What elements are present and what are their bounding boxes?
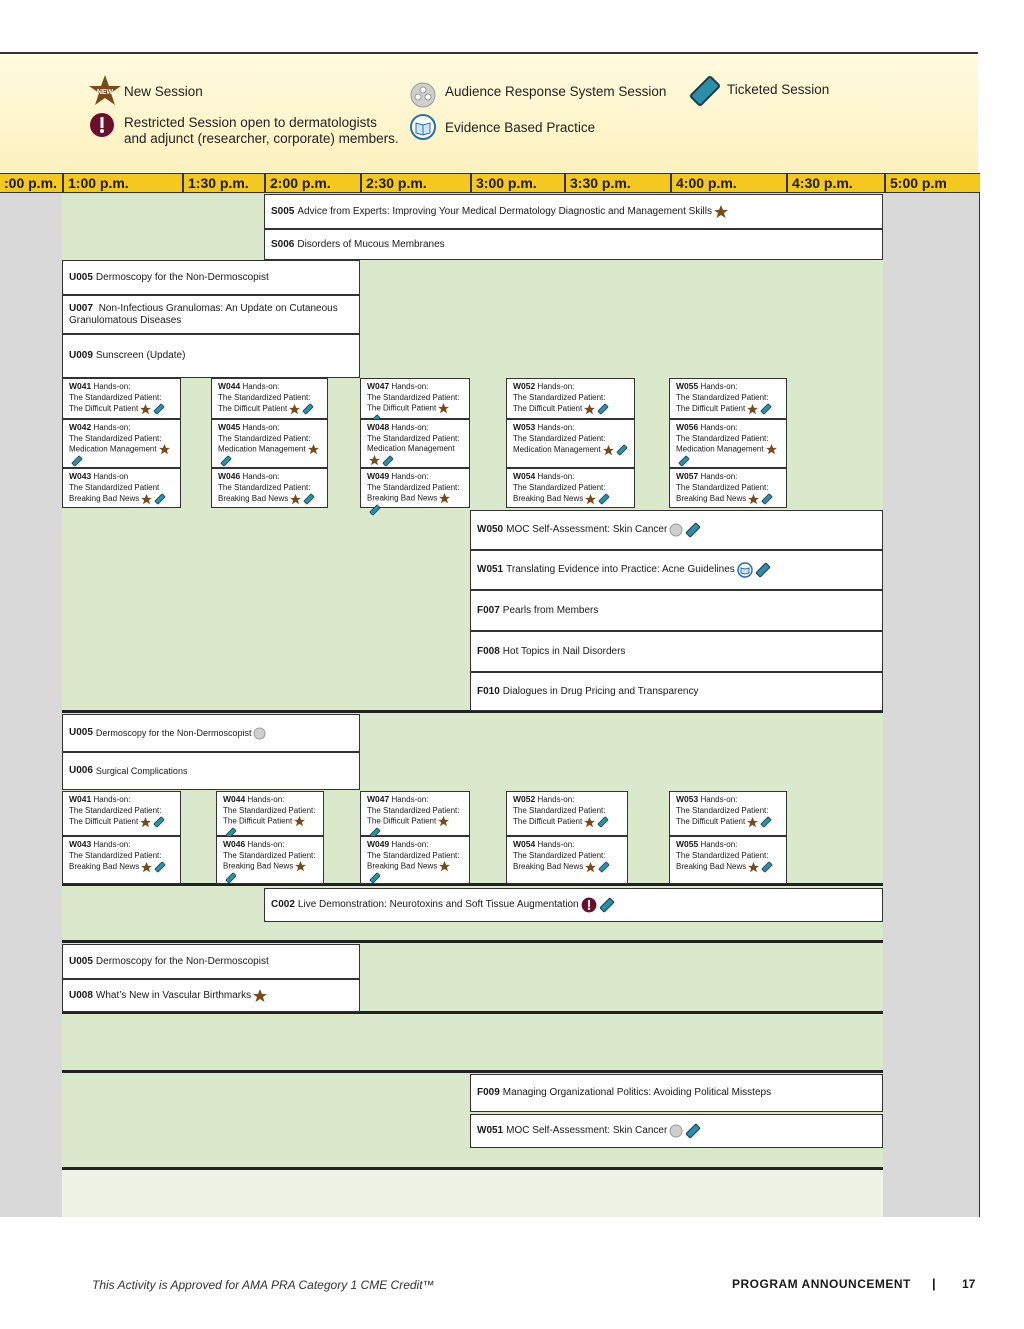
- new-star-icon: [438, 403, 449, 414]
- workshop-session[interactable]: [669, 791, 787, 836]
- workshop-line1: Hands-on:: [537, 472, 575, 481]
- workshop-line3: The Difficult Patient: [218, 404, 288, 414]
- new-star-icon: [439, 493, 450, 504]
- workshop-code: W048: [367, 422, 390, 432]
- session-code: F007: [477, 604, 500, 616]
- new-star-icon: [289, 404, 300, 415]
- new-star-icon: [159, 444, 170, 455]
- workshop-line2: The Standardized Patient: [69, 482, 160, 492]
- legend-restricted-line1: Restricted Session open to dermatologists: [124, 115, 377, 130]
- ticket-icon: [597, 403, 609, 415]
- ticket-icon: [598, 861, 610, 873]
- ticket-icon: [220, 455, 232, 467]
- audience-response-icon: [410, 82, 436, 108]
- workshop-session[interactable]: [669, 468, 787, 508]
- new-star-icon: [747, 817, 758, 828]
- evidence-book-icon: [737, 562, 753, 578]
- footer-separator: |: [932, 1276, 936, 1291]
- session-title: Surgical Complications: [95, 766, 188, 776]
- workshop-code: W044: [218, 381, 241, 391]
- workshop-session[interactable]: [669, 836, 787, 884]
- workshop-session[interactable]: [669, 378, 787, 419]
- time-slot: 4:30 p.m.: [786, 174, 884, 193]
- workshop-session[interactable]: [360, 468, 470, 508]
- workshop-line3: Breaking Bad News: [367, 493, 438, 503]
- workshop-line1: Hands-on:: [391, 795, 429, 804]
- session-title: Dermoscopy for the Non-Dermoscopist: [95, 728, 252, 738]
- workshop-session[interactable]: [211, 468, 328, 508]
- workshop-line3: Breaking Bad News: [513, 494, 584, 504]
- ticket-icon: [760, 816, 772, 828]
- time-slot: 1:30 p.m.: [182, 174, 264, 193]
- workshop-line1: Hands-on:: [93, 795, 131, 804]
- session-code: U005: [69, 727, 93, 738]
- session-code: S005: [271, 205, 295, 217]
- session-f007[interactable]: [470, 590, 883, 631]
- audience-response-icon: [253, 727, 266, 740]
- workshop-line2: The Standardized Patient:: [676, 392, 769, 402]
- session-code: W051: [477, 1125, 504, 1136]
- new-session-star-icon: [88, 74, 122, 108]
- workshop-line1: Hands-on:: [537, 423, 575, 432]
- legend-new-session: New Session: [124, 84, 203, 99]
- new-star-icon: [584, 404, 595, 415]
- session-title: Translating Evidence into Practice: Acne Guidelines: [506, 564, 735, 575]
- new-star-icon: [585, 494, 596, 505]
- workshop-code: W042: [69, 422, 92, 432]
- ticket-icon: [599, 897, 615, 913]
- new-star-icon: [140, 817, 151, 828]
- workshop-line1: Hands-on:: [242, 382, 280, 391]
- workshop-line3: Medication Management: [218, 444, 306, 454]
- evidence-book-icon: [410, 114, 436, 140]
- ticket-icon: [154, 861, 166, 873]
- workshop-line2: The Standardized Patient:: [367, 433, 460, 443]
- session-code: U006: [69, 765, 93, 776]
- workshop-line1: Hands-on:: [391, 382, 429, 391]
- ticket-icon: [685, 522, 701, 538]
- new-star-icon: [308, 444, 319, 455]
- session-f009[interactable]: [470, 1074, 883, 1112]
- workshop-session[interactable]: [360, 791, 470, 836]
- ticket-icon: [761, 493, 773, 505]
- workshop-line1: Hands-on:: [537, 840, 575, 849]
- session-title: MOC Self-Assessment: Skin Cancer: [506, 524, 668, 535]
- session-u007[interactable]: [62, 295, 360, 334]
- workshop-code: W046: [223, 839, 246, 849]
- workshop-line1: Hands-on:: [700, 382, 738, 391]
- session-title: Non-Infectious Granulomas: An Update on Cutaneous Granulomatous Diseases: [69, 302, 338, 326]
- new-star-icon: [439, 861, 450, 872]
- workshop-line2: The Standardized Patient:: [676, 805, 769, 815]
- ticket-icon: [153, 816, 165, 828]
- workshop-line2: The Standardized Patient:: [513, 850, 606, 860]
- workshop-session[interactable]: [211, 378, 328, 419]
- workshop-line3: The Difficult Patient: [513, 817, 583, 827]
- workshop-line1: Hands-on:: [93, 382, 131, 391]
- workshop-line3: Breaking Bad News: [676, 494, 747, 504]
- workshop-line1: Hands-on:: [700, 795, 738, 804]
- ticket-icon: [685, 1123, 701, 1139]
- time-slot: 2:00 p.m.: [264, 174, 360, 193]
- new-star-icon: [141, 494, 152, 505]
- workshop-line3: Medication Management: [69, 444, 157, 454]
- ticket-icon: [597, 816, 609, 828]
- legend-audience-response: Audience Response System Session: [445, 84, 667, 99]
- workshop-code: W047: [367, 794, 390, 804]
- session-code: U009: [69, 350, 93, 361]
- new-badge-text: NEW: [96, 89, 114, 96]
- workshop-session[interactable]: [62, 378, 181, 419]
- workshop-line2: The Standardized Patient:: [513, 433, 606, 443]
- session-title: MOC Self-Assessment: Skin Cancer: [506, 1125, 668, 1136]
- workshop-code: W053: [676, 794, 699, 804]
- session-title: What’s New in Vascular Birthmarks: [95, 989, 252, 1001]
- workshop-session[interactable]: [669, 419, 787, 468]
- new-star-icon: [748, 862, 759, 873]
- workshop-code: W053: [513, 422, 536, 432]
- workshop-line3: Breaking Bad News: [218, 494, 289, 504]
- audience-response-icon: [669, 523, 683, 537]
- session-code: C002: [271, 899, 295, 910]
- session-c002[interactable]: [264, 888, 883, 922]
- workshop-line1: Hands-on:: [247, 840, 285, 849]
- workshop-line2: The Standardized Patient:: [218, 482, 311, 492]
- workshop-line1: Hands-on:: [391, 840, 429, 849]
- workshop-code: W043: [69, 839, 92, 849]
- new-star-icon: [141, 862, 152, 873]
- new-star-icon: [290, 494, 301, 505]
- workshop-line2: The Standardized Patient:: [367, 392, 460, 402]
- ticket-icon: [369, 872, 381, 884]
- time-slot: 1:00 p.m.: [62, 174, 182, 193]
- workshop-code: W049: [367, 839, 390, 849]
- workshop-code: W049: [367, 471, 390, 481]
- session-title: Dialogues in Drug Pricing and Transparency: [502, 685, 699, 697]
- workshop-code: W045: [218, 422, 241, 432]
- section-divider: [62, 1167, 883, 1170]
- workshop-line1: Hands-on:: [537, 382, 575, 391]
- workshop-line3: Breaking Bad News: [676, 862, 747, 872]
- session-w051[interactable]: [470, 550, 883, 590]
- workshop-line2: The Standardized Patient:: [676, 433, 769, 443]
- workshop-line3: The Difficult Patient: [69, 817, 139, 827]
- workshop-session[interactable]: [62, 791, 181, 836]
- session-title: Live Demonstration: Neurotoxins and Soft Tissue Augmentation: [297, 899, 579, 910]
- new-star-icon: [714, 205, 728, 219]
- new-star-icon: [369, 455, 380, 466]
- ticket-icon: [369, 504, 381, 516]
- session-u005[interactable]: [62, 944, 360, 979]
- new-star-icon: [140, 404, 151, 415]
- ticket-icon: [688, 74, 722, 108]
- workshop-session[interactable]: [506, 791, 628, 836]
- session-u006[interactable]: [62, 752, 360, 790]
- new-star-icon: [747, 404, 758, 415]
- session-code: U005: [69, 271, 93, 283]
- workshop-session[interactable]: [216, 836, 324, 884]
- session-s005[interactable]: [264, 194, 883, 229]
- workshop-line3: Breaking Bad News: [223, 861, 294, 871]
- workshop-line3: The Difficult Patient: [367, 403, 437, 413]
- legend-evidence-based: Evidence Based Practice: [445, 120, 596, 135]
- session-title: Sunscreen (Update): [95, 350, 186, 361]
- workshop-line1: Hands-on:: [537, 795, 575, 804]
- workshop-line2: The Standardized Patient:: [69, 433, 162, 443]
- green-band: [62, 1170, 883, 1217]
- session-u005[interactable]: [62, 714, 360, 752]
- workshop-line2: The Standardized Patient:: [367, 482, 460, 492]
- workshop-line2: The Standardized Patient:: [676, 482, 769, 492]
- session-code: U008: [69, 989, 93, 1001]
- ticket-icon: [755, 562, 771, 578]
- time-slot: :00 p.m.: [4, 175, 57, 191]
- time-slot: 4:00 p.m.: [670, 174, 786, 193]
- session-s006[interactable]: [264, 229, 883, 260]
- restricted-session-icon: [89, 112, 115, 138]
- time-header: [0, 173, 980, 193]
- workshop-line3: The Difficult Patient: [513, 404, 583, 414]
- time-slot: 2:30 p.m.: [360, 174, 470, 193]
- new-star-icon: [253, 989, 267, 1003]
- workshop-session[interactable]: [506, 468, 635, 508]
- workshop-session[interactable]: [506, 836, 628, 884]
- session-w050[interactable]: [470, 510, 883, 550]
- workshop-line3: Medication Management: [676, 444, 764, 454]
- workshop-line3: The Difficult Patient: [367, 816, 437, 826]
- time-slot: 3:00 p.m.: [470, 174, 564, 193]
- workshop-session[interactable]: [62, 419, 181, 468]
- ticket-icon: [761, 861, 773, 873]
- new-star-icon: [766, 444, 777, 455]
- workshop-line2: The Standardized Patient:: [223, 850, 316, 860]
- session-code: U007: [69, 302, 93, 314]
- workshop-code: W054: [513, 839, 536, 849]
- workshop-code: W047: [367, 381, 390, 391]
- time-slot: 5:00 p.m: [884, 174, 980, 193]
- workshop-code: W056: [676, 422, 699, 432]
- session-f010[interactable]: [470, 672, 883, 711]
- workshop-line1: Hands-on:: [93, 840, 131, 849]
- workshop-line3: The Difficult Patient: [223, 816, 293, 826]
- workshop-line1: Hands-on:: [391, 423, 429, 432]
- workshop-line1: Hands-on:: [700, 472, 738, 481]
- footer-credit: This Activity is Approved for AMA PRA Category 1 CME Credit™: [92, 1278, 435, 1292]
- workshop-code: W055: [676, 839, 699, 849]
- session-code: U005: [69, 955, 93, 967]
- workshop-line2: The Standardized Patient:: [218, 392, 311, 402]
- ticket-icon: [303, 493, 315, 505]
- workshop-line1: Hands-on: [93, 472, 129, 481]
- workshop-line3: Medication Management: [513, 445, 601, 455]
- legend-restricted-line2: and adjunct (researcher, corporate) members.: [124, 131, 399, 146]
- session-title: Dermoscopy for the Non-Dermoscopist: [95, 955, 269, 967]
- restricted-session-icon: [581, 897, 597, 913]
- ticket-icon: [154, 493, 166, 505]
- new-star-icon: [438, 816, 449, 827]
- workshop-code: W052: [513, 794, 536, 804]
- session-w051[interactable]: [470, 1114, 883, 1148]
- workshop-code: W054: [513, 471, 536, 481]
- ticket-icon: [760, 403, 772, 415]
- workshop-line1: Hands-on:: [700, 840, 738, 849]
- workshop-code: W055: [676, 381, 699, 391]
- workshop-session[interactable]: [62, 468, 181, 508]
- session-title: Disorders of Mucous Membranes: [297, 238, 445, 250]
- workshop-line2: The Standardized Patient:: [69, 850, 162, 860]
- session-code: F010: [477, 685, 500, 697]
- session-title: Hot Topics in Nail Disorders: [502, 645, 626, 657]
- workshop-session[interactable]: [211, 419, 328, 468]
- workshop-line3: Medication Management: [367, 444, 455, 453]
- session-code: F009: [477, 1087, 500, 1098]
- workshop-code: W046: [218, 471, 241, 481]
- workshop-line3: Breaking Bad News: [69, 862, 140, 872]
- workshop-session[interactable]: [360, 378, 470, 419]
- workshop-line1: Hands-on:: [700, 423, 738, 432]
- workshop-line3: Breaking Bad News: [513, 862, 584, 872]
- new-star-icon: [295, 861, 306, 872]
- session-title: Managing Organizational Politics: Avoiding Political Missteps: [502, 1087, 772, 1098]
- footer-program: PROGRAM ANNOUNCEMENT: [732, 1277, 911, 1291]
- workshop-line3: The Difficult Patient: [676, 817, 746, 827]
- workshop-line3: Breaking Bad News: [69, 494, 140, 504]
- workshop-line1: Hands-on:: [93, 423, 131, 432]
- workshop-line1: Hands-on:: [247, 795, 285, 804]
- workshop-line2: The Standardized Patient:: [513, 482, 606, 492]
- workshop-line1: Hands-on:: [242, 423, 280, 432]
- legend-panel: [0, 54, 978, 172]
- session-f008[interactable]: [470, 631, 883, 672]
- audience-response-icon: [669, 1124, 683, 1138]
- session-title: Pearls from Members: [502, 604, 599, 616]
- session-title: Dermoscopy for the Non-Dermoscopist: [95, 271, 269, 283]
- ticket-icon: [598, 493, 610, 505]
- new-star-icon: [585, 862, 596, 873]
- session-code: F008: [477, 645, 500, 657]
- ticket-icon: [616, 444, 628, 456]
- section-divider: [62, 1070, 883, 1073]
- page-number: 17: [962, 1277, 976, 1291]
- workshop-line2: The Standardized Patient:: [69, 805, 162, 815]
- workshop-line2: The Standardized Patient:: [513, 805, 606, 815]
- workshop-line3: Breaking Bad News: [367, 861, 438, 871]
- workshop-code: W044: [223, 794, 246, 804]
- session-u008[interactable]: [62, 979, 360, 1012]
- workshop-session[interactable]: [360, 836, 470, 884]
- workshop-code: W041: [69, 381, 92, 391]
- ticket-icon: [382, 455, 394, 467]
- new-star-icon: [603, 445, 614, 456]
- workshop-line2: The Standardized Patient:: [69, 392, 162, 402]
- workshop-line2: The Standardized Patient:: [367, 850, 460, 860]
- workshop-line3: The Difficult Patient: [676, 404, 746, 414]
- workshop-line3: The Difficult Patient: [69, 404, 139, 414]
- new-star-icon: [294, 816, 305, 827]
- workshop-session[interactable]: [506, 378, 635, 419]
- workshop-session[interactable]: [506, 419, 635, 468]
- workshop-code: W057: [676, 471, 699, 481]
- workshop-session[interactable]: [216, 791, 324, 836]
- green-band: [62, 1014, 883, 1070]
- ticket-icon: [302, 403, 314, 415]
- workshop-line2: The Standardized Patient:: [223, 805, 316, 815]
- ticket-icon: [678, 455, 690, 467]
- ticket-icon: [71, 455, 83, 467]
- ticket-icon: [153, 403, 165, 415]
- session-u009[interactable]: [62, 334, 360, 378]
- legend-ticketed: Ticketed Session: [727, 82, 830, 97]
- workshop-line2: The Standardized Patient:: [218, 433, 311, 443]
- workshop-code: W052: [513, 381, 536, 391]
- workshop-line2: The Standardized Patient:: [513, 392, 606, 402]
- workshop-line1: Hands-on:: [391, 472, 429, 481]
- session-code: W050: [477, 524, 504, 535]
- session-u005[interactable]: [62, 260, 360, 295]
- new-star-icon: [584, 817, 595, 828]
- session-code: S006: [271, 238, 295, 250]
- workshop-line1: Hands-on:: [242, 472, 280, 481]
- workshop-code: W043: [69, 471, 92, 481]
- new-star-icon: [748, 494, 759, 505]
- workshop-session[interactable]: [62, 836, 181, 884]
- workshop-session[interactable]: [360, 419, 470, 468]
- time-slot: 3:30 p.m.: [564, 174, 670, 193]
- ticket-icon: [225, 872, 237, 884]
- section-divider: [62, 940, 883, 943]
- workshop-line2: The Standardized Patient:: [367, 805, 460, 815]
- workshop-line2: The Standardized Patient:: [676, 850, 769, 860]
- workshop-code: W041: [69, 794, 92, 804]
- session-title: Advice from Experts: Improving Your Medical Dermatology Diagnostic and Management Skills: [297, 205, 712, 217]
- session-code: W051: [477, 564, 504, 575]
